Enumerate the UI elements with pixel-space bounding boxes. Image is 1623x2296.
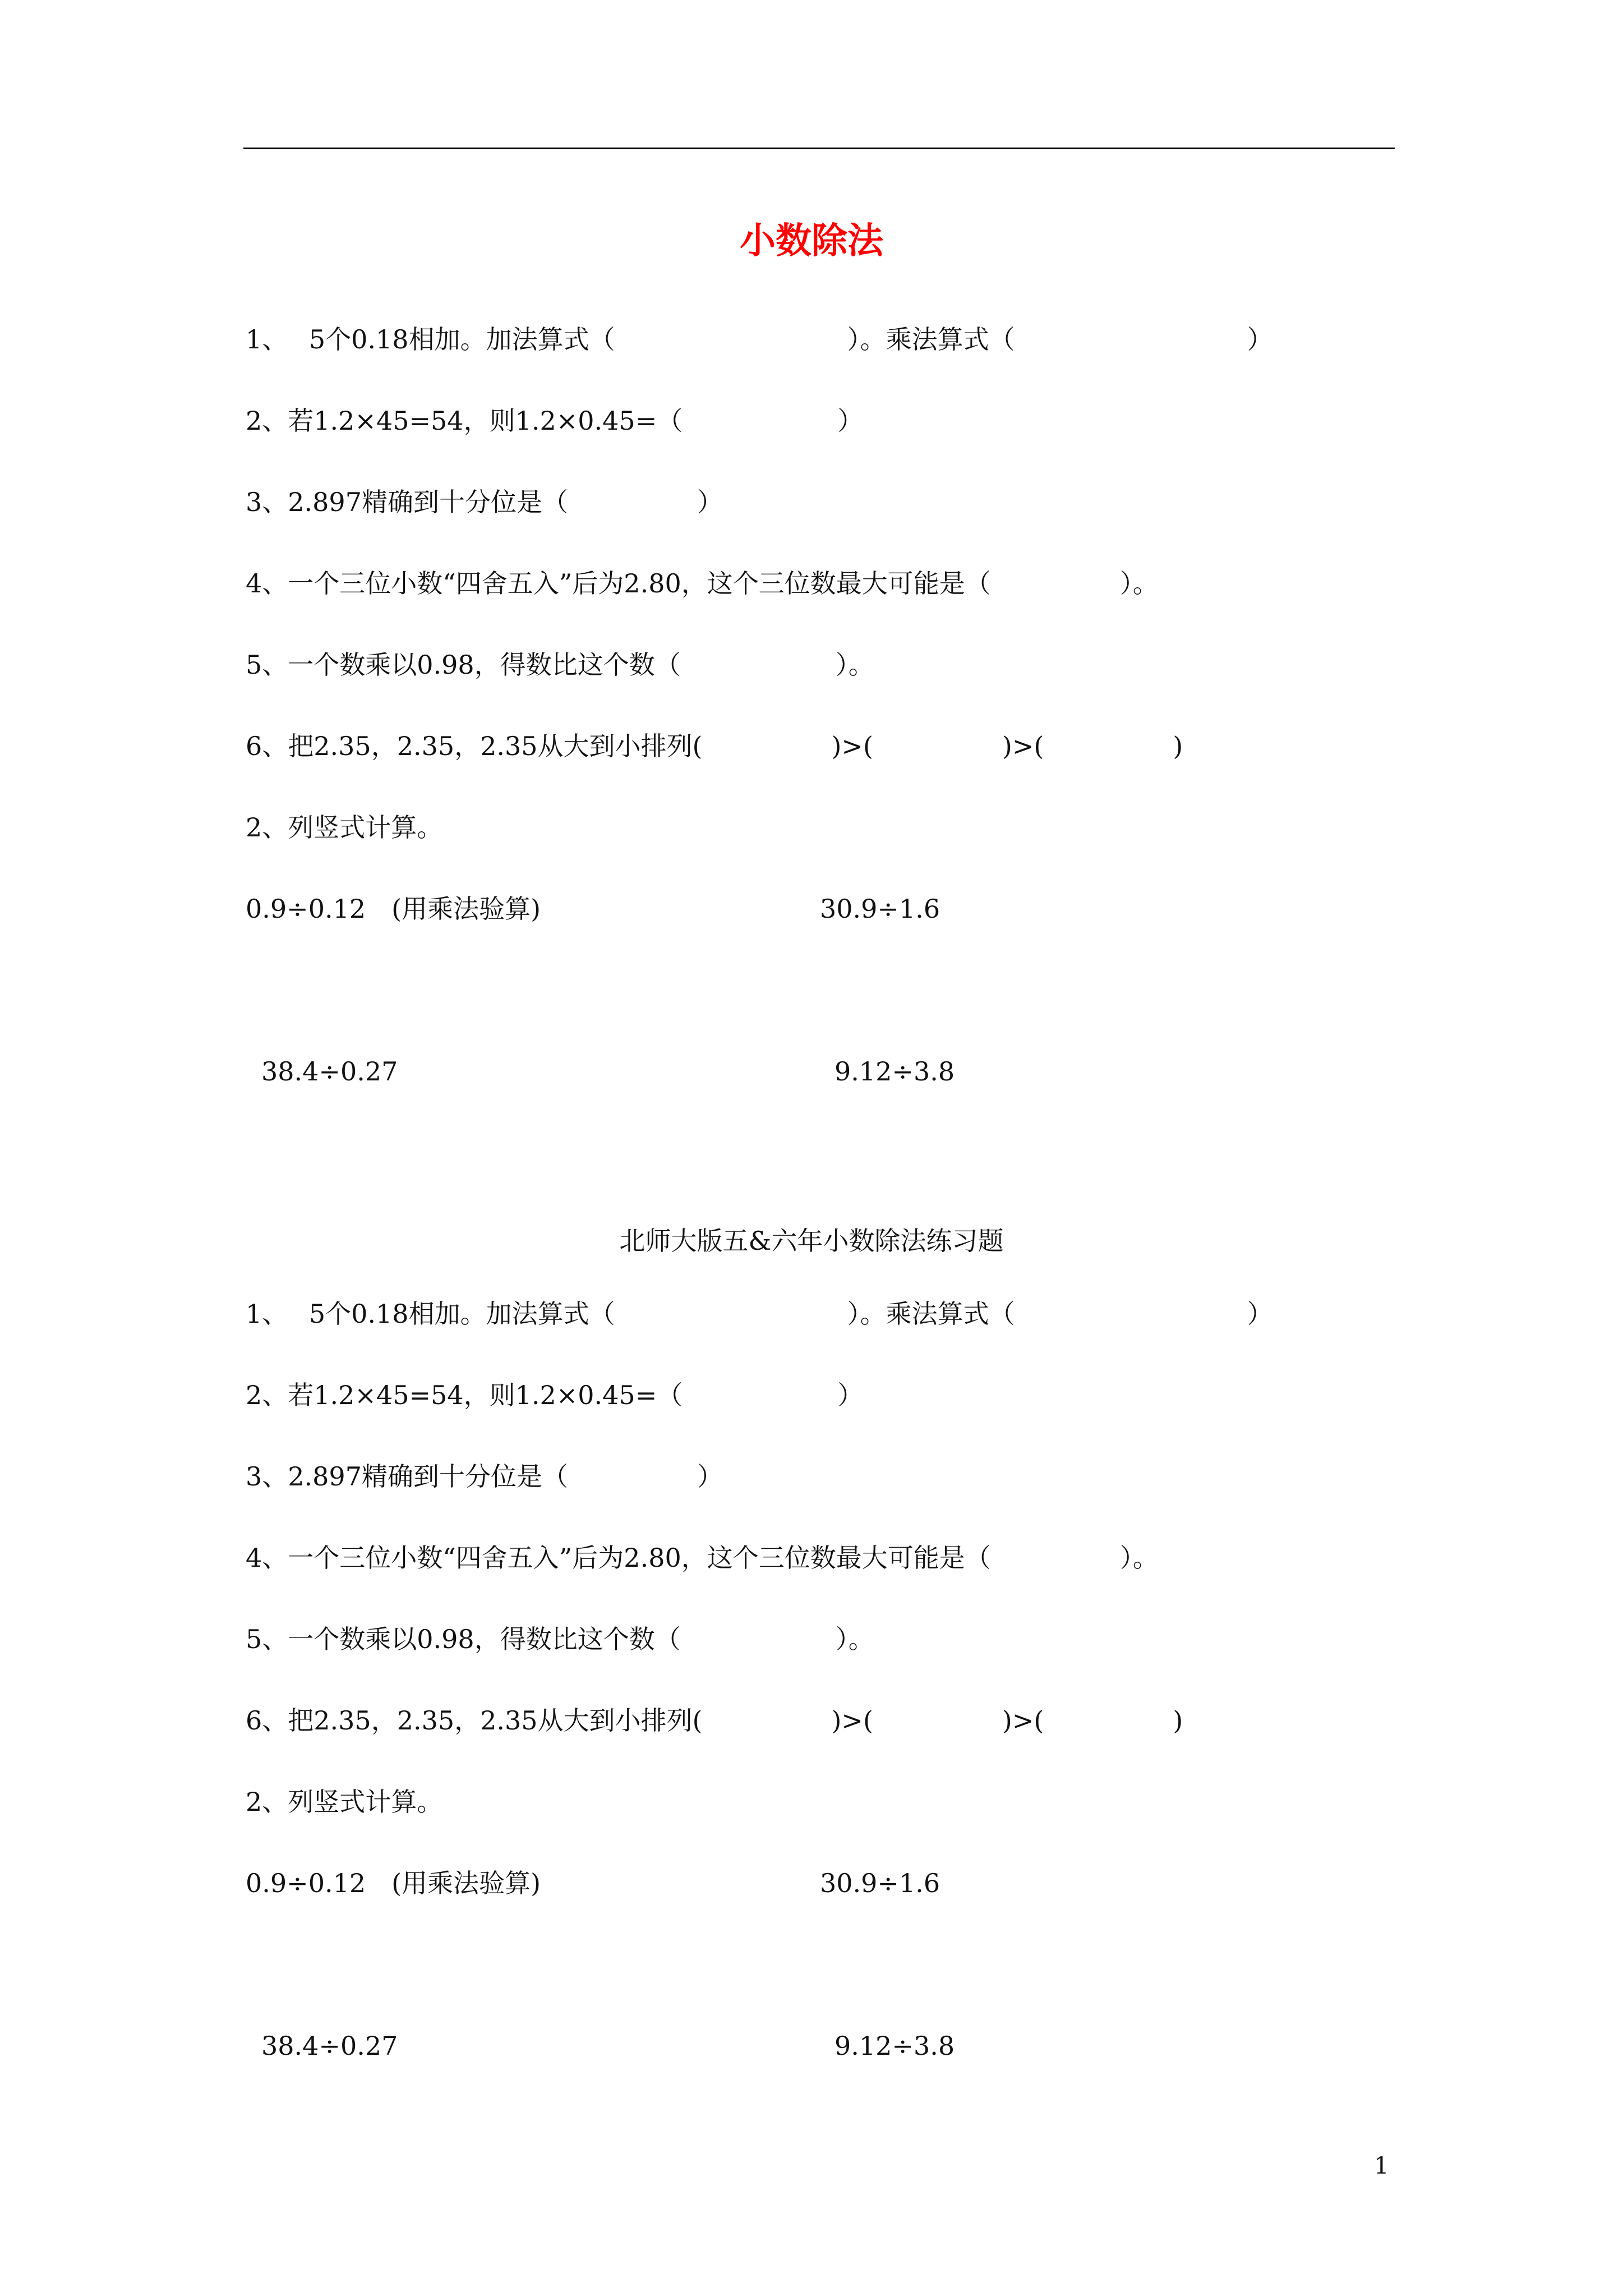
question-2: 2、若1.2×45=54，则1.2×0.45=（ ） xyxy=(246,1380,864,1410)
question-1: 1、 5个0.18相加。加法算式（ ）。乘法算式（ ） xyxy=(246,324,1273,355)
question-5: 5、一个数乘以0.98，得数比这个数（ ）。 xyxy=(246,1624,874,1654)
calc-item-1: 0.9÷0.12 (用乘法验算) xyxy=(246,894,541,924)
calc-item-4: 9.12÷3.8 xyxy=(834,1056,955,1087)
calc-item-2: 30.9÷1.6 xyxy=(820,894,940,924)
question-4: 4、一个三位小数“四舍五入”后为2.80，这个三位数最大可能是（ ）。 xyxy=(246,1543,1159,1573)
question-6: 6、把2.35，2.35，2.35从大到小排列( )>( )>( ) xyxy=(246,731,1183,761)
calc-item-1: 0.9÷0.12 (用乘法验算) xyxy=(246,1868,541,1898)
calc-heading: 2、列竖式计算。 xyxy=(246,812,443,843)
question-5: 5、一个数乘以0.98，得数比这个数（ ）。 xyxy=(246,650,874,680)
calc-heading: 2、列竖式计算。 xyxy=(246,1787,443,1817)
calc-item-3: 38.4÷0.27 xyxy=(261,2031,398,2061)
question-4: 4、一个三位小数“四舍五入”后为2.80，这个三位数最大可能是（ ）。 xyxy=(246,568,1159,599)
calc-item-4: 9.12÷3.8 xyxy=(834,2031,955,2061)
question-1: 1、 5个0.18相加。加法算式（ ）。乘法算式（ ） xyxy=(246,1299,1273,1329)
page-number: 1 xyxy=(1374,2152,1389,2179)
question-3: 3、2.897精确到十分位是（ ） xyxy=(246,487,723,517)
header-rule xyxy=(243,148,1395,149)
calc-item-2: 30.9÷1.6 xyxy=(820,1868,940,1898)
question-3: 3、2.897精确到十分位是（ ） xyxy=(246,1461,723,1492)
page-title: 小数除法 xyxy=(740,220,883,262)
calc-item-3: 38.4÷0.27 xyxy=(261,1056,398,1087)
question-6: 6、把2.35，2.35，2.35从大到小排列( )>( )>( ) xyxy=(246,1705,1183,1736)
question-2: 2、若1.2×45=54，则1.2×0.45=（ ） xyxy=(246,406,864,436)
section-heading: 北师大版五&六年小数除法练习题 xyxy=(619,1226,1004,1256)
